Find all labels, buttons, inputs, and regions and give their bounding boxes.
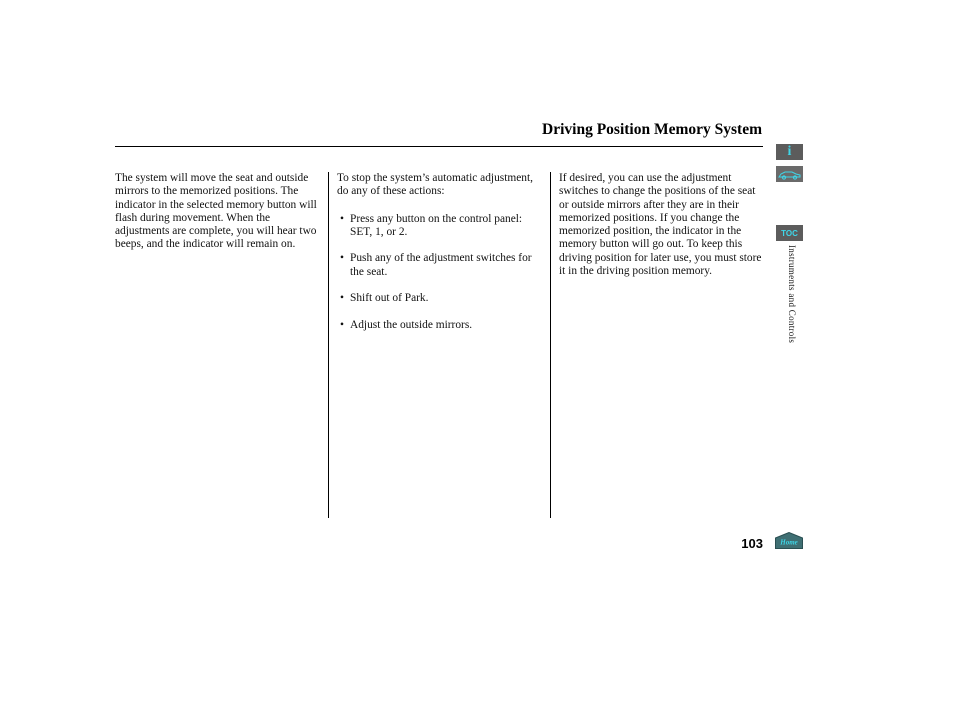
left-column-text: The system will move the seat and outside mirrors to the memorized positions. The indicator in the selected memory button will flash during movement. When the adjustments are complete, you will hear two beeps, and the indicator will remain on. xyxy=(115,172,317,251)
info-button[interactable] xyxy=(776,144,803,160)
info-icon: i xyxy=(787,144,792,159)
page-title: Driving Position Memory System xyxy=(542,121,762,138)
home-icon xyxy=(775,532,803,549)
list-item: • Adjust the outside mirrors. xyxy=(340,318,473,331)
list-item: • Shift out of Park. xyxy=(340,292,429,305)
home-button[interactable] xyxy=(775,532,803,549)
list-item: • Press any button on the control panel: SET, 1, or 2. xyxy=(340,212,523,238)
middle-column-intro: To stop the system’s automatic adjustment, do any of these actions: xyxy=(337,172,533,198)
action-list xyxy=(337,213,541,333)
list-item: • Push any of the adjustment switches for the seat. xyxy=(340,252,532,278)
section-label: Instruments and Controls xyxy=(787,245,797,344)
title-rule xyxy=(115,146,763,147)
svg-text:Home: Home xyxy=(780,538,798,547)
toc-label: TOC xyxy=(781,228,798,238)
car-icon xyxy=(777,168,802,180)
toc-button[interactable] xyxy=(776,225,803,241)
page-number: 103 xyxy=(741,536,763,551)
right-column xyxy=(559,172,763,278)
column-divider-1 xyxy=(328,172,329,518)
left-column xyxy=(115,172,323,252)
right-column-text: If desired, you can use the adjustment switches to change the positions of the seat or outside mirrors after they are in their memorized positions. If you change the memorized position, the indicator in the memory button will go out. To keep this driving position for later use, you must store it in the driving position memory. xyxy=(559,172,762,278)
middle-column xyxy=(337,172,541,346)
column-divider-2 xyxy=(550,172,551,518)
car-index-button[interactable] xyxy=(776,166,803,182)
